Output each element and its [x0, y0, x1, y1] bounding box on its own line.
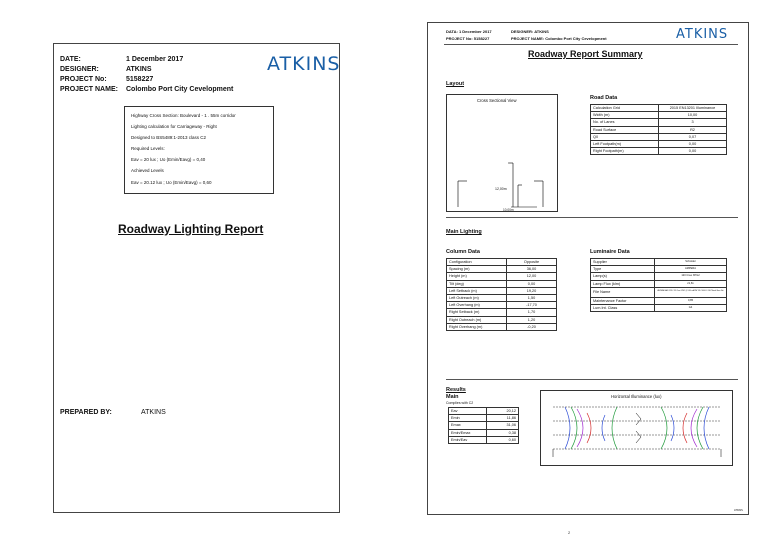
road-data-value: 10,00 [659, 112, 727, 119]
prepared-by-value: ATKINS [141, 409, 166, 416]
luminaire-key: Lum.Int. Class [591, 305, 655, 312]
column-data-key: Right Overhang (m) [447, 323, 507, 330]
table-row [591, 133, 727, 140]
road-data-value: 0,07 [659, 133, 727, 140]
luminaire-value: 120 Cree XPG2 [655, 273, 727, 280]
table-row [449, 436, 519, 443]
table-row [591, 148, 727, 155]
table-row [591, 297, 727, 304]
main-lighting-heading: Main Lighting [446, 229, 482, 235]
result-value: 0,60 [487, 436, 519, 443]
atkins-logo: ATKINS [267, 53, 341, 75]
column-data-value: 1,50 [507, 295, 557, 302]
table-row [591, 112, 727, 119]
report-cover-page [53, 43, 340, 513]
column-data-value: 36,00 [507, 266, 557, 273]
table-row [447, 280, 557, 287]
table-row [447, 259, 557, 266]
column-data-heading: Column Data [446, 249, 480, 255]
cross-section-title: Cross Sectional View [477, 98, 517, 103]
table-row [591, 305, 727, 312]
result-value: 0,38 [487, 429, 519, 436]
luminaire-key: Maintenance Factor [591, 297, 655, 304]
column-data-value: Opposite [507, 259, 557, 266]
column-data-key: Right Setback (m) [447, 309, 507, 316]
date-value: 1 December 2017 [126, 56, 184, 63]
project-name-text: PROJECT NAME: Colombo Port City Cevelopment [511, 36, 607, 41]
column-data-value: 1,70 [507, 309, 557, 316]
project-name-label: PROJECT NAME: [60, 86, 118, 93]
result-key: Emax [449, 422, 487, 429]
road-data-value: 0,00 [659, 141, 727, 148]
report-title: Roadway Lighting Report [118, 222, 264, 236]
luminaire-value: G4 [655, 305, 727, 312]
cross-section-drawing [447, 95, 557, 211]
layout-heading: Layout [446, 81, 465, 87]
column-data-value: -17,70 [507, 302, 557, 309]
summary-line: Required Levels: [131, 146, 165, 151]
header-divider [444, 44, 738, 45]
project-no-value: 5158227 [126, 76, 154, 83]
project-no-text: PROJECT No: 5158227 [446, 36, 490, 41]
prepared-by-label: PREPARED BY: [60, 409, 112, 416]
table-row [449, 408, 519, 415]
column-data-key: Height (m) [447, 273, 507, 280]
table-row [449, 429, 519, 436]
designer-value: ATKINS [126, 66, 152, 73]
table-row [447, 273, 557, 280]
date-label: DATE: [60, 56, 81, 63]
luminaire-value: AMPERA [655, 266, 727, 273]
summary-line: Highway Cross Section: Boulevard - 1 . 55m corridor [131, 113, 236, 118]
road-data-value: 0,00 [659, 148, 727, 155]
result-key: Emin [449, 415, 487, 422]
designer-label: DESIGNER: [60, 66, 99, 73]
illuminance-isoline-plot [540, 390, 733, 466]
table-row [447, 323, 557, 330]
table-row [591, 141, 727, 148]
table-row [449, 415, 519, 422]
road-data-table [590, 104, 727, 155]
designer-text: DESIGNER: ATKINS [511, 29, 549, 34]
summary-line: Designed to BS5489:1-2013 class C2 [131, 135, 207, 140]
column-data-value: 19,20 [507, 287, 557, 294]
cross-section-diagram [446, 94, 558, 212]
column-data-key: Spacing (m) [447, 266, 507, 273]
column-data-value: -0,20 [507, 323, 557, 330]
table-row [591, 126, 727, 133]
road-width-label: 10,00m [503, 208, 514, 212]
luminaire-key: Lamp Flux (klm) [591, 280, 655, 287]
table-row [449, 422, 519, 429]
project-name-value: Colombo Port City Cevelopment [126, 86, 234, 93]
luminaire-value: 0,85 [655, 297, 727, 304]
luminaire-key: Lamp(s) [591, 273, 655, 280]
result-value: 20,12 [487, 408, 519, 415]
table-row [591, 280, 727, 287]
results-heading: Results [446, 387, 466, 393]
table-row [447, 316, 557, 323]
report-summary-page [427, 22, 749, 515]
luminaire-value: 21,61 [655, 280, 727, 287]
atkins-logo: ATKINS [676, 27, 729, 42]
road-data-key: Calculation Grid [591, 105, 659, 112]
luminaire-key: File Name [591, 287, 655, 297]
road-data-key: No. of Lanes [591, 119, 659, 126]
footer-code: ATKINS [734, 509, 743, 512]
table-row [591, 259, 727, 266]
luminaire-data-heading: Luminaire Data [590, 249, 630, 255]
column-data-key: Configuration [447, 259, 507, 266]
summary-line: Lighting calculation for Carriageway - Right [131, 124, 217, 129]
road-data-key: Road Surface [591, 126, 659, 133]
results-main-heading: Main [446, 394, 459, 400]
road-data-heading: Road Data [590, 95, 618, 101]
road-data-value: 2015 EN13201 Illuminance [659, 105, 727, 112]
summary-line: Eav = 20.12 lux ; Uo (Emin/Eavg) = 0,60 [131, 180, 212, 185]
compliance-note: Complies with C2 [446, 401, 474, 405]
column-data-value: 1,20 [507, 316, 557, 323]
table-row [591, 287, 727, 297]
road-data-value: 3 [659, 119, 727, 126]
column-data-key: Right Outreach (m) [447, 316, 507, 323]
table-row [447, 287, 557, 294]
road-data-key: Left Footpath(m) [591, 141, 659, 148]
column-data-key: Left Outreach (m) [447, 295, 507, 302]
column-data-value: 0,00 [507, 280, 557, 287]
results-table [448, 407, 519, 444]
result-key: Emin/Eav [449, 436, 487, 443]
project-no-label: PROJECT No: [60, 76, 107, 83]
table-row [591, 273, 727, 280]
luminaire-value: AMPERA MAXI 5139 / 120 Cree XPG2 @ 1050 mA WW 740 / 9000 K / 5M / Mixed Glass Flat [655, 287, 727, 297]
road-data-key: Width (m) [591, 112, 659, 119]
table-row [447, 309, 557, 316]
summary-line: Eav = 20 lux ; Uo (Emin/Eavg) = 0,40 [131, 157, 206, 162]
road-data-key: Right Footpath(m) [591, 148, 659, 155]
luminaire-key: Type [591, 266, 655, 273]
date-text: DATA: 1 December 2017 [446, 29, 492, 34]
pole-height-label: 12,00m [495, 187, 507, 191]
isoline-drawing [541, 391, 732, 465]
summary-title: Roadway Report Summary [528, 49, 643, 59]
result-key: Emin/Emax [449, 429, 487, 436]
table-row [447, 295, 557, 302]
column-data-table [446, 258, 557, 331]
column-data-value: 12,00 [507, 273, 557, 280]
table-row [447, 302, 557, 309]
table-row [591, 119, 727, 126]
isoline-plot-title: Horizontal Illuminance (lux) [611, 394, 662, 399]
table-row [591, 266, 727, 273]
table-row [591, 105, 727, 112]
road-data-key: Q0 [591, 133, 659, 140]
road-data-value: R2 [659, 126, 727, 133]
luminaire-key: Supplier [591, 259, 655, 266]
design-summary-box [124, 106, 274, 194]
summary-line: Achieved Levels [131, 168, 164, 173]
result-key: Eav [449, 408, 487, 415]
column-data-key: Tilt (deg) [447, 280, 507, 287]
column-data-key: Left Overhang (m) [447, 302, 507, 309]
table-row [447, 266, 557, 273]
result-value: 31,06 [487, 422, 519, 429]
section-divider [446, 217, 738, 218]
column-data-key: Left Setback (m) [447, 287, 507, 294]
luminaire-value: Schréder [655, 259, 727, 266]
result-value: 11,86 [487, 415, 519, 422]
luminaire-data-table [590, 258, 727, 312]
page-number: 2 [568, 530, 571, 535]
section-divider [446, 379, 738, 380]
